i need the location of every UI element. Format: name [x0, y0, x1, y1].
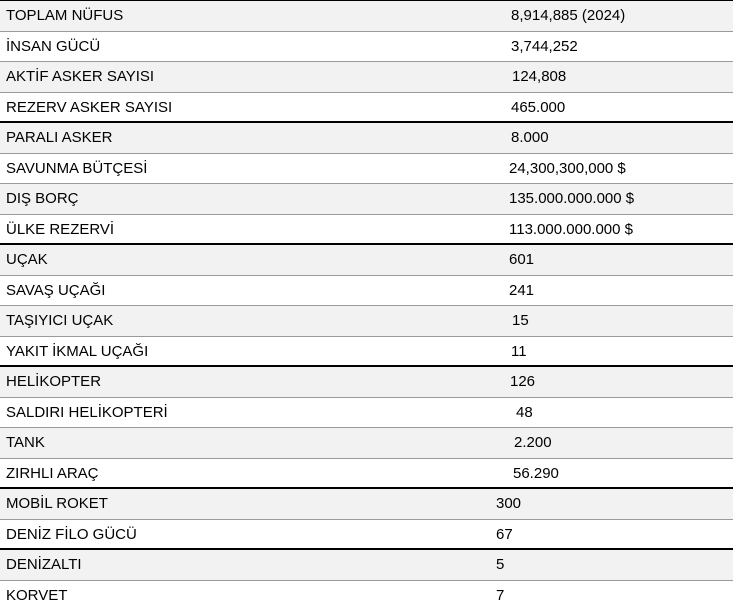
row-label: SALDIRI HELİKOPTERİ [6, 403, 168, 421]
table-row-total-population [0, 1, 733, 32]
table-row-attack-helicopters [0, 398, 733, 429]
row-value: 48 [516, 403, 533, 421]
row-label: DIŞ BORÇ [6, 190, 79, 207]
table-row-active-soldiers [0, 62, 733, 93]
table-row-reserve-soldiers [0, 93, 733, 124]
table-row-fighter-aircraft [0, 276, 733, 307]
table-row-mobile-rockets [0, 489, 733, 520]
table-row-tanks [0, 428, 733, 459]
row-label: TAŞIYICI UÇAK [6, 312, 114, 329]
table-row-manpower [0, 32, 733, 63]
table-row-corvettes [0, 581, 733, 611]
table-row-defense-budget [0, 154, 733, 185]
row-label: YAKIT İKMAL UÇAĞI [6, 342, 149, 360]
table-row-submarines [0, 550, 733, 581]
table-row-tanker-aircraft [0, 337, 733, 368]
row-label: REZERV ASKER SAYISI [6, 98, 173, 116]
row-label: MOBİL ROKET [6, 495, 108, 512]
row-value: 67 [496, 525, 513, 543]
row-label: AKTİF ASKER SAYISI [6, 68, 155, 85]
row-value: 465.000 [511, 98, 566, 116]
row-label: SAVUNMA BÜTÇESİ [6, 159, 148, 177]
row-label: PARALI ASKER [6, 129, 113, 146]
row-label: TOPLAM NÜFUS [6, 7, 124, 24]
table-row-mercenaries [0, 123, 733, 154]
row-label: TANK [6, 434, 45, 451]
row-value: 3,744,252 [511, 37, 578, 55]
row-label: ZIRHLI ARAÇ [6, 464, 99, 482]
row-label: DENİZALTI [6, 556, 82, 573]
table-row-armored-vehicles [0, 459, 733, 490]
row-value: 24,300,300,000 $ [509, 159, 626, 177]
table-row-country-reserves [0, 215, 733, 246]
row-value: 124,808 [512, 68, 567, 85]
table-row-external-debt [0, 184, 733, 215]
row-value: 2.200 [514, 434, 552, 451]
row-label: HELİKOPTER [6, 373, 102, 390]
row-label: ÜLKE REZERVİ [6, 220, 115, 238]
row-value: 601 [509, 251, 535, 268]
table-row-helicopters [0, 367, 733, 398]
row-label: SAVAŞ UÇAĞI [6, 281, 106, 299]
row-value: 300 [496, 495, 522, 512]
row-value: 11 [511, 342, 527, 360]
row-label: DENİZ FİLO GÜCÜ [6, 525, 137, 543]
row-value: 241 [509, 281, 535, 299]
row-value: 113.000.000.000 $ [509, 220, 634, 238]
row-value: 8,914,885 (2024) [511, 7, 626, 24]
row-label: KORVET [6, 586, 68, 604]
row-value: 7 [496, 586, 505, 604]
table-row-aircraft [0, 245, 733, 276]
row-label: İNSAN GÜCÜ [6, 37, 101, 55]
table-row-naval-fleet [0, 520, 733, 551]
row-value: 15 [512, 312, 529, 329]
row-value: 126 [510, 373, 536, 390]
row-value: 5 [496, 556, 505, 573]
row-value: 56.290 [513, 464, 559, 482]
row-value: 8.000 [511, 129, 549, 146]
table-row-transport-aircraft [0, 306, 733, 337]
row-value: 135.000.000.000 $ [509, 190, 635, 207]
row-label: UÇAK [6, 251, 48, 268]
